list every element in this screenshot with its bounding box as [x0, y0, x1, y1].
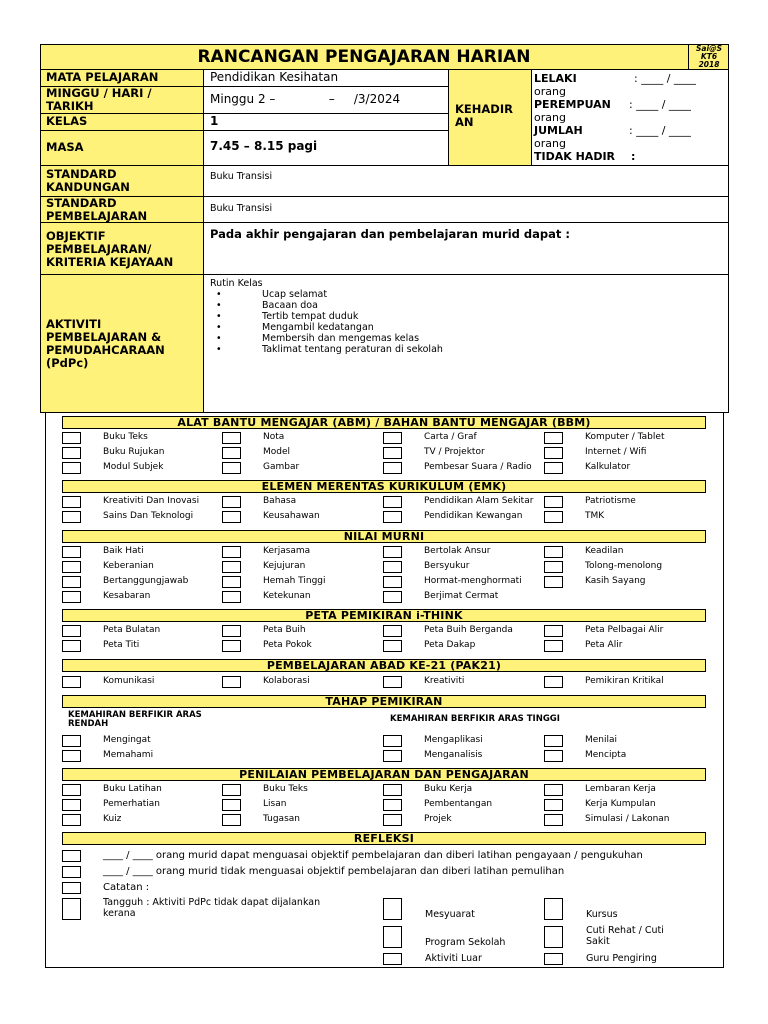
- value-kelas[interactable]: 1: [210, 114, 219, 128]
- label-peta-buih: Peta Buih: [263, 625, 306, 635]
- rutin-item: • Ucap selamat: [216, 289, 328, 300]
- author-badge: Sai@S KT6 2018: [688, 44, 729, 70]
- section-nilai-murni: NILAI MURNI: [62, 530, 706, 543]
- label-kejujuran: Kejujuran: [263, 561, 306, 571]
- label-buku-latihan: Buku Latihan: [103, 784, 162, 794]
- label-kesabaran: Kesabaran: [103, 591, 151, 601]
- label-bertanggungjawab: Bertanggungjawab: [103, 576, 189, 586]
- checkbox-cuti[interactable]: [544, 926, 563, 948]
- checkbox-peta-dakap[interactable]: [383, 640, 402, 652]
- checkbox-kolaborasi[interactable]: [222, 676, 241, 688]
- checkbox-peta-buih-berganda[interactable]: [383, 625, 402, 637]
- label-pembesar-suara-radio: Pembesar Suara / Radio: [424, 462, 532, 472]
- label-kreativiti-dan-inovasi: Kreativiti Dan Inovasi: [103, 496, 200, 506]
- checkbox-program-sekolah[interactable]: [383, 926, 402, 948]
- checkbox-kasih-sayang[interactable]: [544, 576, 563, 588]
- value-tidak-hadir: :: [631, 150, 636, 163]
- label-lisan: Lisan: [263, 799, 287, 809]
- label-kolaborasi: Kolaborasi: [263, 676, 310, 686]
- label-modul-subjek: Modul Subjek: [103, 462, 164, 472]
- checkbox-aktiviti-luar[interactable]: [383, 953, 402, 965]
- checkbox-patriotisme[interactable]: [544, 496, 563, 508]
- checkbox-refleksi-menguasai[interactable]: [62, 850, 81, 862]
- checkbox-peta-pokok[interactable]: [222, 640, 241, 652]
- checkbox-keadilan[interactable]: [544, 546, 563, 558]
- label-model: Model: [263, 447, 291, 457]
- checkbox-peta-alir[interactable]: [544, 640, 563, 652]
- value-masa[interactable]: 7.45 – 8.15 pagi: [210, 139, 318, 153]
- checkbox-hemah-tinggi[interactable]: [222, 576, 241, 588]
- label-keusahawan: Keusahawan: [263, 511, 320, 521]
- page-title: RANCANGAN PENGAJARAN HARIAN: [40, 44, 688, 70]
- section-i-think: PETA PEMIKIRAN i-THINK: [62, 609, 706, 622]
- checkbox-tangguh[interactable]: [62, 898, 81, 920]
- label-mengaplikasi: Mengaplikasi: [424, 735, 483, 745]
- checkbox-kursus[interactable]: [544, 898, 563, 920]
- checkbox-internet-wifi[interactable]: [544, 447, 563, 459]
- checkbox-buku-kerja[interactable]: [383, 784, 402, 796]
- value-objektif[interactable]: Pada akhir pengajaran dan pembelajaran murid dapat :: [210, 227, 570, 241]
- label-buku-teks: Buku Teks: [103, 432, 148, 442]
- label-kerjasama: Kerjasama: [263, 546, 311, 556]
- checkbox-buku-latihan[interactable]: [62, 784, 81, 796]
- checkbox-lisan[interactable]: [222, 799, 241, 811]
- label-kerja-kumpulan: Kerja Kumpulan: [585, 799, 656, 809]
- label-buku-kerja: Buku Kerja: [424, 784, 473, 794]
- label-aktiviti: AKTIVITI PEMBELAJARAN & PEMUDAHCARAAN (PdPc): [46, 317, 165, 370]
- checkbox-kuiz[interactable]: [62, 814, 81, 826]
- label-pendidikan-alam-sekitar: Pendidikan Alam Sekitar: [424, 496, 534, 506]
- checkbox-bertanggungjawab[interactable]: [62, 576, 81, 588]
- label-minggu-hari-tarikh: MINGGU / HARI / TARIKH: [46, 86, 152, 113]
- refleksi-line-menguasai: ____ / ____ orang murid dapat menguasai objektif pembelajaran dan diberi latihan pengayaan / pengukuhan: [103, 850, 643, 861]
- checkbox-mesyuarat[interactable]: [383, 898, 402, 920]
- checkbox-guru-pengiring[interactable]: [544, 953, 563, 965]
- checkbox-bertolak-ansur[interactable]: [383, 546, 402, 558]
- section-tahap-pemikiran: TAHAP PEMIKIRAN: [62, 695, 706, 708]
- label-tangguh: Tangguh : Aktiviti PdPc tidak dapat dijalankan kerana: [103, 897, 321, 919]
- checkbox-komunikasi[interactable]: [62, 676, 81, 688]
- checkbox-baik-hati[interactable]: [62, 546, 81, 558]
- rutin-item: • Membersih dan mengemas kelas: [216, 333, 420, 344]
- label-tidak-hadir: TIDAK HADIR: [534, 150, 616, 163]
- label-peta-bulatan: Peta Bulatan: [103, 625, 161, 635]
- label-program-sekolah: Program Sekolah: [425, 937, 506, 948]
- checkbox-sains-dan-teknologi[interactable]: [62, 511, 81, 523]
- attendance-block: LELAKI : ____ / ____ orang PEREMPUAN : ____ / ____ orang JUMLAH : ____ / ____ orang TIDAK HADIR :: [534, 72, 696, 163]
- label-mengingat: Mengingat: [103, 735, 151, 745]
- label-kasih-sayang: Kasih Sayang: [585, 576, 646, 586]
- label-lelaki: LELAKI: [534, 72, 577, 85]
- checkbox-carta-graf[interactable]: [383, 432, 402, 444]
- label-aras-tinggi: KEMAHIRAN BERFIKIR ARAS TINGGI: [390, 714, 560, 724]
- label-projek: Projek: [424, 814, 452, 824]
- label-bertolak-ansur: Bertolak Ansur: [424, 546, 491, 556]
- value-jumlah[interactable]: : ____ / ____: [629, 124, 691, 137]
- checkbox-kreativiti[interactable]: [383, 676, 402, 688]
- checkbox-tolong-menolong[interactable]: [544, 561, 563, 573]
- label-pendidikan-kewangan: Pendidikan Kewangan: [424, 511, 523, 521]
- label-tv-projektor: TV / Projektor: [424, 447, 485, 457]
- value-minggu-hari-tarikh[interactable]: Minggu 2 – – /3/2024: [210, 92, 401, 106]
- checkbox-simulasi-lakonan[interactable]: [544, 814, 563, 826]
- label-peta-buih-berganda: Peta Buih Berganda: [424, 625, 513, 635]
- label-carta-graf: Carta / Graf: [424, 432, 477, 442]
- rutin-item: • Bacaan doa: [216, 300, 318, 311]
- label-cuti: Cuti Rehat / Cuti Sakit: [586, 925, 664, 947]
- checkbox-mengingat[interactable]: [62, 735, 81, 747]
- label-memahami: Memahami: [103, 750, 154, 760]
- checkbox-hormat-menghormati[interactable]: [383, 576, 402, 588]
- label-menilai: Menilai: [585, 735, 618, 745]
- label-hemah-tinggi: Hemah Tinggi: [263, 576, 326, 586]
- checkbox-kerja-kumpulan[interactable]: [544, 799, 563, 811]
- rutin-kelas[interactable]: Rutin Kelas • Ucap selamat • Bacaan doa • Tertib tempat duduk • Mengambil kedatangan • Membersih dan mengemas kelas • Taklimat tentang peraturan di sekolah: [204, 278, 724, 355]
- label-patriotisme: Patriotisme: [585, 496, 636, 506]
- label-objektif: OBJEKTIF PEMBELAJARAN/ KRITERIA KEJAYAAN: [46, 229, 174, 269]
- checkbox-menilai[interactable]: [544, 735, 563, 747]
- checkbox-modul-subjek[interactable]: [62, 462, 81, 474]
- label-bersyukur: Bersyukur: [424, 561, 470, 571]
- label-komunikasi: Komunikasi: [103, 676, 155, 686]
- label-lembaran-kerja: Lembaran Kerja: [585, 784, 656, 794]
- label-peta-pelbagai-alir: Peta Pelbagai Alir: [585, 625, 664, 635]
- checkbox-pemerhatian[interactable]: [62, 799, 81, 811]
- label-catatan: Catatan :: [103, 882, 150, 893]
- refleksi-line-tidak-menguasai: ____ / ____ orang murid tidak menguasai objektif pembelajaran dan diberi latihan pemulihan: [103, 866, 565, 877]
- label-tugasan: Tugasan: [263, 814, 300, 824]
- checkbox-keberanian[interactable]: [62, 561, 81, 573]
- label-aras-rendah: KEMAHIRAN BERFIKIR ARAS RENDAH: [68, 710, 202, 729]
- label-gambar: Gambar: [263, 462, 300, 472]
- label-mata-pelajaran: MATA PELAJARAN: [46, 70, 159, 84]
- checkbox-keusahawan[interactable]: [222, 511, 241, 523]
- label-tmk: TMK: [585, 511, 605, 521]
- label-peta-alir: Peta Alir: [585, 640, 623, 650]
- checkbox-catatan[interactable]: [62, 882, 81, 894]
- label-aktiviti-luar: Aktiviti Luar: [425, 953, 482, 964]
- rutin-item: • Tertib tempat duduk: [216, 311, 359, 322]
- checkbox-ketekunan[interactable]: [222, 591, 241, 603]
- checkbox-berjimat-cermat[interactable]: [383, 591, 402, 603]
- checkbox-pendidikan-alam-sekitar[interactable]: [383, 496, 402, 508]
- label-internet-wifi: Internet / Wifi: [585, 447, 647, 457]
- value-perempuan[interactable]: : ____ / ____: [629, 98, 691, 111]
- label-berjimat-cermat: Berjimat Cermat: [424, 591, 499, 601]
- checkbox-mengaplikasi[interactable]: [383, 735, 402, 747]
- checkbox-gambar[interactable]: [222, 462, 241, 474]
- checkbox-kejujuran[interactable]: [222, 561, 241, 573]
- checkbox-buku-teks[interactable]: [62, 432, 81, 444]
- checkbox-pendidikan-kewangan[interactable]: [383, 511, 402, 523]
- checkbox-peta-bulatan[interactable]: [62, 625, 81, 637]
- checkbox-pembesar-suara-radio[interactable]: [383, 462, 402, 474]
- rutin-item: • Mengambil kedatangan: [216, 322, 374, 333]
- label-nota: Nota: [263, 432, 285, 442]
- checkbox-mencipta[interactable]: [544, 750, 563, 762]
- value-lelaki[interactable]: : ____ / ____: [634, 72, 696, 85]
- label-sains-dan-teknologi: Sains Dan Teknologi: [103, 511, 194, 521]
- label-mesyuarat: Mesyuarat: [425, 909, 475, 920]
- checkbox-memahami[interactable]: [62, 750, 81, 762]
- label-kalkulator: Kalkulator: [585, 462, 631, 472]
- label-standard-kandungan: STANDARD KANDUNGAN: [46, 167, 130, 194]
- checkbox-pemikiran-kritikal[interactable]: [544, 676, 563, 688]
- label-standard-pembelajaran: STANDARD PEMBELAJARAN: [46, 196, 148, 223]
- label-tolong-menolong: Tolong-menolong: [585, 561, 663, 571]
- checkbox-kerjasama[interactable]: [222, 546, 241, 558]
- label-kehadiran: KEHADIR AN: [455, 102, 513, 129]
- checkbox-model[interactable]: [222, 447, 241, 459]
- label-keberanian: Keberanian: [103, 561, 154, 571]
- label-peta-dakap: Peta Dakap: [424, 640, 476, 650]
- checkbox-tugasan[interactable]: [222, 814, 241, 826]
- checkbox-peta-pelbagai-alir[interactable]: [544, 625, 563, 637]
- checkbox-refleksi-tidak-menguasai[interactable]: [62, 866, 81, 878]
- label-kelas: KELAS: [46, 114, 88, 128]
- checkbox-tmk[interactable]: [544, 511, 563, 523]
- label-perempuan: PEREMPUAN: [534, 98, 611, 111]
- label-buku-teks: Buku Teks: [263, 784, 308, 794]
- checkbox-menganalisis[interactable]: [383, 750, 402, 762]
- label-kursus: Kursus: [586, 909, 618, 920]
- section-pak21: PEMBELAJARAN ABAD KE-21 (PAK21): [62, 659, 706, 672]
- label-pemerhatian: Pemerhatian: [103, 799, 160, 809]
- label-kuiz: Kuiz: [103, 814, 122, 824]
- section-penilaian: PENILAIAN PEMBELAJARAN DAN PENGAJARAN: [62, 768, 706, 781]
- checkbox-komputer-tablet[interactable]: [544, 432, 563, 444]
- label-pemikiran-kritikal: Pemikiran Kritikal: [585, 676, 664, 686]
- label-baik-hati: Baik Hati: [103, 546, 144, 556]
- section-abm: ALAT BANTU MENGAJAR (ABM) / BAHAN BANTU MENGAJAR (BBM): [62, 416, 706, 429]
- checkbox-lembaran-kerja[interactable]: [544, 784, 563, 796]
- checkbox-kesabaran[interactable]: [62, 591, 81, 603]
- checkbox-projek[interactable]: [383, 814, 402, 826]
- checkbox-kalkulator[interactable]: [544, 462, 563, 474]
- checkbox-bahasa[interactable]: [222, 496, 241, 508]
- label-keadilan: Keadilan: [585, 546, 624, 556]
- label-simulasi-lakonan: Simulasi / Lakonan: [585, 814, 670, 824]
- checkbox-peta-buih[interactable]: [222, 625, 241, 637]
- label-guru-pengiring: Guru Pengiring: [586, 953, 657, 964]
- label-pembentangan: Pembentangan: [424, 799, 493, 809]
- checkbox-buku-teks[interactable]: [222, 784, 241, 796]
- label-menganalisis: Menganalisis: [424, 750, 483, 760]
- label-peta-pokok: Peta Pokok: [263, 640, 312, 650]
- label-komputer-tablet: Komputer / Tablet: [585, 432, 665, 442]
- value-standard-kandungan[interactable]: Buku Transisi: [210, 171, 273, 182]
- label-ketekunan: Ketekunan: [263, 591, 311, 601]
- label-jumlah: JUMLAH: [534, 124, 583, 137]
- value-mata-pelajaran[interactable]: Pendidikan Kesihatan: [210, 70, 339, 84]
- label-mencipta: Mencipta: [585, 750, 627, 760]
- checkbox-peta-titi[interactable]: [62, 640, 81, 652]
- checkbox-kreativiti-dan-inovasi[interactable]: [62, 496, 81, 508]
- rutin-item: • Taklimat tentang peraturan di sekolah: [216, 344, 443, 355]
- section-refleksi: REFLEKSI: [62, 832, 706, 845]
- label-buku-rujukan: Buku Rujukan: [103, 447, 165, 457]
- value-standard-pembelajaran[interactable]: Buku Transisi: [210, 203, 273, 214]
- label-bahasa: Bahasa: [263, 496, 297, 506]
- checkbox-bersyukur[interactable]: [383, 561, 402, 573]
- checkbox-tv-projektor[interactable]: [383, 447, 402, 459]
- label-masa: MASA: [46, 140, 84, 154]
- section-emk: ELEMEN MERENTAS KURIKULUM (EMK): [62, 480, 706, 493]
- label-kreativiti: Kreativiti: [424, 676, 465, 686]
- checkbox-nota[interactable]: [222, 432, 241, 444]
- checkbox-pembentangan[interactable]: [383, 799, 402, 811]
- checkbox-buku-rujukan[interactable]: [62, 447, 81, 459]
- label-peta-titi: Peta Titi: [103, 640, 140, 650]
- label-hormat-menghormati: Hormat-menghormati: [424, 576, 522, 586]
